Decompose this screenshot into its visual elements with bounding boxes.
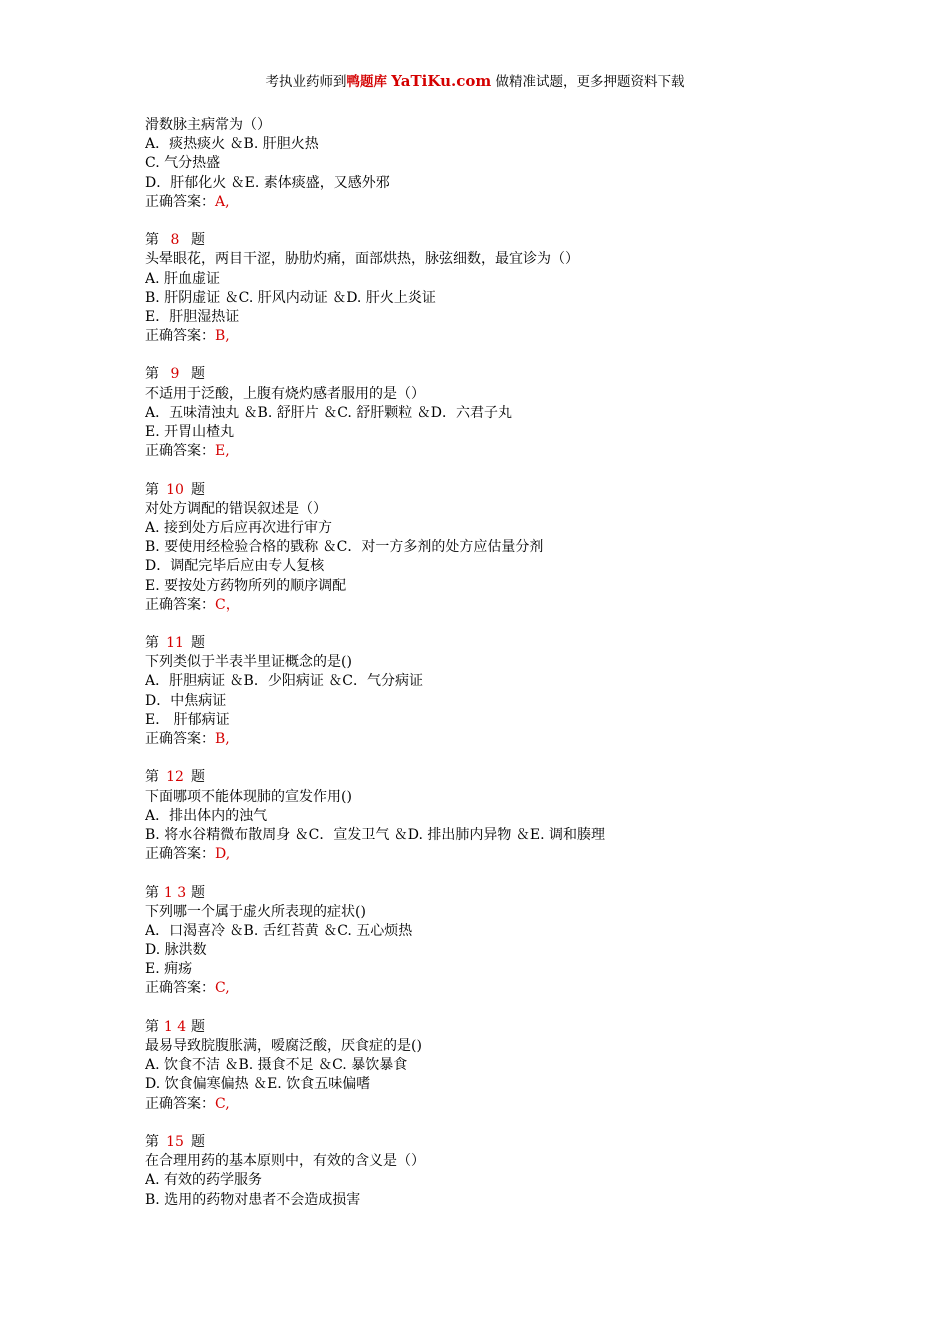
question-number: 12 — [166, 769, 184, 786]
correct-answer — [145, 193, 845, 212]
answer-option: D．肝郁化火 ＆E. 素体痰盛，又感外邪 — [145, 174, 390, 191]
question-title-prefix: 第 — [145, 884, 159, 901]
answer-option: A. 有效的药学服务 — [145, 1172, 263, 1189]
question-title-suffix: 题 — [191, 232, 205, 249]
answer-option: A．肝胆病证 ＆B．少阳病证 ＆C．气分病证 — [145, 673, 424, 690]
brand-name-cn[interactable]: 鸭题库 — [346, 74, 387, 90]
correct-answer-value: C, — [215, 1095, 230, 1112]
question-stem: 下面哪项不能体现肺的宣发作用() — [145, 788, 352, 805]
question-stem: 对处方调配的错误叙述是（） — [145, 500, 327, 517]
question-block — [145, 461, 845, 615]
question-number: 11 — [166, 635, 184, 652]
question-title-prefix: 第 — [145, 366, 159, 383]
correct-answer-label: 正确答案： — [145, 328, 215, 345]
header-prefix: 考执业药师到 — [265, 74, 347, 90]
correct-answer — [145, 845, 845, 864]
question-title-suffix: 题 — [191, 481, 205, 498]
question-block — [145, 116, 845, 212]
brand-domain[interactable]: .com — [451, 72, 492, 90]
brand-name-en[interactable]: YaTiKu — [391, 72, 451, 90]
spacer — [145, 1114, 845, 1133]
spacer — [145, 212, 845, 231]
correct-answer-value: C， — [215, 596, 240, 613]
question-block — [145, 864, 845, 998]
question-stem: 下列哪一个属于虚火所表现的症状() — [145, 903, 366, 920]
question-title — [145, 1018, 845, 1037]
answer-option: E．肝胆湿热证 — [145, 308, 240, 325]
answer-option: A. 肝血虚证 — [145, 270, 221, 287]
answer-option: D．调配完毕后应由专人复核 — [145, 558, 325, 575]
answer-option: E. 要按处方药物所列的顺序调配 — [145, 577, 347, 594]
question-number: 1 3 — [163, 884, 187, 901]
question-title-prefix: 第 — [145, 635, 159, 652]
question-number: 10 — [166, 481, 184, 498]
answer-option: A．痰热痰火 ＆B. 肝胆火热 — [145, 136, 319, 153]
header-suffix: 做精准试题，更多押题资料下载 — [491, 74, 685, 90]
answer-option: B. 选用的药物对患者不会造成损害 — [145, 1191, 361, 1208]
question-title-prefix: 第 — [145, 1018, 159, 1035]
correct-answer-label: 正确答案： — [145, 1095, 215, 1112]
answer-option: D. 脉洪数 — [145, 942, 207, 959]
question-title-prefix: 第 — [145, 481, 159, 498]
question-block — [145, 615, 845, 749]
answer-option: A．五味清浊丸 ＆B. 舒肝片 ＆C. 舒肝颗粒 ＆D．六君子丸 — [145, 404, 512, 421]
correct-answer-label: 正确答案： — [145, 193, 215, 210]
answer-option: D. 饮食偏寒偏热 ＆E. 饮食五味偏嗜 — [145, 1076, 371, 1093]
spacer — [145, 615, 845, 634]
question-title-suffix: 题 — [191, 635, 205, 652]
question-block — [145, 212, 845, 346]
answer-option: E． 肝郁病证 — [145, 711, 230, 728]
answer-option: A．排出体内的浊气 — [145, 807, 268, 824]
answer-option: D．中焦病证 — [145, 692, 227, 709]
question-block — [145, 749, 845, 864]
page-header — [0, 72, 950, 91]
answer-option: A. 饮食不洁 ＆B. 摄食不足 ＆C. 暴饮暴食 — [145, 1057, 408, 1074]
correct-answer — [145, 442, 845, 461]
correct-answer-label: 正确答案： — [145, 443, 215, 460]
answer-option: E. 开胃山楂丸 — [145, 424, 235, 440]
question-title — [145, 231, 845, 250]
correct-answer — [145, 730, 845, 749]
correct-answer-label: 正确答案： — [145, 846, 215, 863]
question-stem: 最易导致脘腹胀满，嗳腐泛酸，厌食症的是() — [145, 1038, 422, 1054]
correct-answer — [145, 979, 845, 998]
question-title — [145, 768, 845, 787]
question-stem: 不适用于泛酸，上腹有烧灼感者服用的是（） — [145, 385, 425, 402]
spacer — [145, 864, 845, 883]
answer-option: A. 接到处方后应再次进行审方 — [145, 519, 333, 536]
question-list — [145, 116, 845, 1210]
question-title-suffix: 题 — [191, 769, 205, 786]
correct-answer-label: 正确答案： — [145, 596, 215, 613]
correct-answer-value: A, — [215, 193, 230, 210]
question-number: 15 — [166, 1133, 184, 1150]
correct-answer — [145, 327, 845, 346]
question-stem: 下列类似于半表半里证概念的是() — [145, 654, 352, 671]
question-stem: 滑数脉主病常为（） — [145, 117, 271, 133]
question-block — [145, 999, 845, 1114]
correct-answer-value: C, — [215, 980, 230, 997]
question-number: 1 4 — [163, 1018, 187, 1035]
correct-answer — [145, 1095, 845, 1114]
correct-answer-label: 正确答案： — [145, 980, 215, 997]
question-title-prefix: 第 — [145, 1133, 159, 1150]
answer-option: B. 肝阴虚证 ＆C. 肝风内动证 ＆D. 肝火上炎证 — [145, 289, 436, 306]
question-title-suffix: 题 — [191, 366, 205, 383]
question-stem: 在合理用药的基本原则中，有效的含义是（） — [145, 1153, 425, 1170]
question-block — [145, 346, 845, 461]
question-title — [145, 365, 845, 384]
spacer — [145, 461, 845, 480]
question-title — [145, 1133, 845, 1152]
question-title-suffix: 题 — [191, 1133, 205, 1150]
question-block — [145, 1114, 845, 1210]
question-title — [145, 884, 845, 903]
correct-answer-value: B, — [215, 328, 230, 345]
answer-option: C. 气分热盛 — [145, 155, 221, 172]
correct-answer-value: D, — [215, 846, 231, 863]
answer-option: B. 将水谷精微布散周身 ＆C．宣发卫气 ＆D. 排出肺内异物 ＆E. 调和腠理 — [145, 826, 605, 843]
question-stem: 头晕眼花，两目干涩，胁肋灼痛，面部烘热，脉弦细数，最宜诊为（） — [145, 251, 579, 268]
question-title-prefix: 第 — [145, 232, 159, 249]
correct-answer-label: 正确答案： — [145, 731, 215, 747]
question-number: 8 — [170, 232, 180, 249]
question-title-prefix: 第 — [145, 769, 159, 786]
answer-option: E. 痈疡 — [145, 961, 193, 978]
question-title-suffix: 题 — [191, 884, 205, 901]
correct-answer — [145, 596, 845, 615]
answer-option: B. 要使用经检验合格的戥称 ＆C．对一方多剂的处方应估量分剂 — [145, 539, 544, 556]
question-title — [145, 634, 845, 653]
question-number: 9 — [170, 366, 180, 383]
correct-answer-value: E, — [215, 443, 230, 460]
question-title-suffix: 题 — [191, 1018, 205, 1035]
correct-answer-value: B, — [215, 731, 230, 747]
question-title — [145, 481, 845, 500]
spacer — [145, 749, 845, 768]
spacer — [145, 999, 845, 1018]
spacer — [145, 346, 845, 365]
answer-option: A．口渴喜冷 ＆B. 舌红苔黄 ＆C. 五心烦热 — [145, 922, 413, 939]
